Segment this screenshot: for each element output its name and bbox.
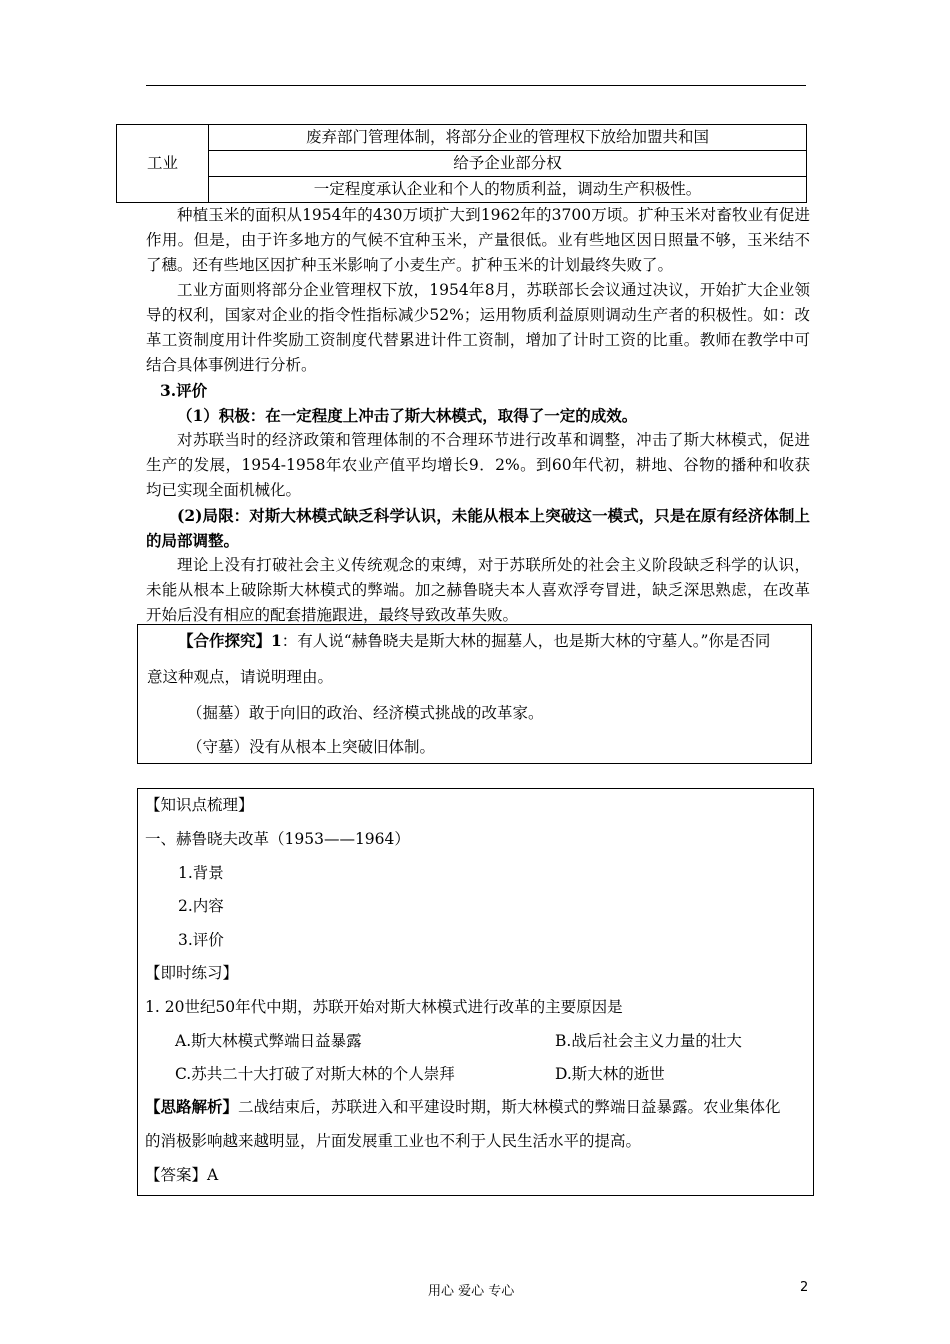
option-a: A.斯大林模式弊端日益暴露 xyxy=(175,1032,362,1050)
answer-line xyxy=(145,1163,218,1185)
paragraph-corn: 种植玉米的面积从1954年的430万顷扩大到1962年的3700万顷。扩种玉米对畜牧业有促进作用。但是，由于许多地方的气候不宜种玉米，产量很低。业有些地区因日照量不够，玉米结不了穗。还有些地区因扩种玉米影响了小麦生产。扩种玉米的计划最终失败了。 xyxy=(146,206,810,274)
analysis-line-2: 的消极影响越来越明显，片面发展重工业也不利于人民生活水平的提高。 xyxy=(145,1132,642,1150)
header-rule xyxy=(146,85,806,86)
paragraph-industry: 工业方面则将部分企业管理权下放，1954年8月，苏联部长会议通过决议，开始扩大企业领导的权利，国家对企业的指令性指标减少52%；运用物质利益原则调动生产者的积极性。如：改革工资制度用计件奖励工资制度代替累进计件工资制，增加了计时工资的比重。教师在教学中可结合具体事例进行分析。 xyxy=(146,281,810,374)
kp-item-1: 1.背景 xyxy=(178,864,224,882)
point-positive-text: 对苏联当时的经济政策和管理体制的不合理环节进行改革和调整，冲击了斯大林模式，促进生产的发展，1954-1958年农业产值平均增长9．2%。到60年代初，耕地、谷物的播种和收获均已实现全面机械化。 xyxy=(146,431,810,499)
body-text xyxy=(146,203,810,628)
table-row-3: 一定程度承认企业和个人的物质利益，调动生产积极性。 xyxy=(209,177,807,203)
reform-title: 一、赫鲁晓夫改革（1953——1964） xyxy=(145,830,410,848)
practice-heading: 【即时练习】 xyxy=(145,964,239,982)
point-limit-title: (2)局限：对斯大林模式缺乏科学认识，未能从根本上突破这一模式，只是在原有经济体制上的局部调整。 xyxy=(146,506,810,550)
coop-question-text-1: ：有人说“赫鲁晓夫是斯大林的掘墓人，也是斯大林的守墓人。”你是否同 xyxy=(281,632,771,650)
analysis-text-1: 二战结束后，苏联进入和平建设时期，斯大林模式的弊端日益暴露。农业集体化 xyxy=(238,1098,781,1116)
cooperative-inquiry-box xyxy=(137,624,812,764)
coop-question-line-2: 意这种观点，请说明理由。 xyxy=(147,668,334,686)
point-limit-text: 理论上没有打破社会主义传统观念的束缚，对于苏联所处的社会主义阶段缺乏科学的认识，未能从根本上破除斯大林模式的弊端。加之赫鲁晓夫本人喜欢浮夸冒进，缺乏深思熟虑，在改革开始后没有相应的配套措施跟进，最终导致改革失败。 xyxy=(146,556,810,624)
answer-label: 【答案】 xyxy=(145,1166,208,1184)
footer-slogan: 用心 爱心 专心 xyxy=(428,1284,515,1299)
knowledge-heading: 【知识点梳理】 xyxy=(145,796,254,814)
table-row-2: 给予企业部分权 xyxy=(209,151,807,177)
kp-item-2: 2.内容 xyxy=(178,897,224,915)
review-box xyxy=(137,788,814,1196)
kp-item-3: 3.评价 xyxy=(178,931,224,949)
table-row-1: 废弃部门管理体制，将部分企业的管理权下放给加盟共和国 xyxy=(209,125,807,151)
analysis-label: 【思路解析】 xyxy=(145,1097,239,1116)
option-b: B.战后社会主义力量的壮大 xyxy=(555,1032,742,1050)
table-category-cell: 工业 xyxy=(117,125,209,203)
coop-label: 【合作探究】1 xyxy=(178,631,282,650)
coop-answer-1: （掘墓）敢于向旧的政治、经济模式挑战的改革家。 xyxy=(187,704,544,722)
page-number: 2 xyxy=(800,1280,809,1295)
answer-value: A xyxy=(207,1166,219,1184)
option-d: D.斯大林的逝世 xyxy=(555,1065,665,1083)
coop-answer-2: （守墓）没有从根本上突破旧体制。 xyxy=(187,738,436,756)
practice-question: 1. 20世纪50年代中期，苏联开始对斯大林模式进行改革的主要原因是 xyxy=(145,998,623,1016)
heading-evaluation: 3.评价 xyxy=(160,381,208,400)
analysis-line-1 xyxy=(145,1095,781,1117)
point-positive-title: （1）积极：在一定程度上冲击了斯大林模式，取得了一定的成效。 xyxy=(177,406,638,425)
coop-question-line-1 xyxy=(178,629,802,651)
option-c: C.苏共二十大打破了对斯大林的个人崇拜 xyxy=(175,1065,455,1083)
industry-reform-table xyxy=(116,124,807,203)
